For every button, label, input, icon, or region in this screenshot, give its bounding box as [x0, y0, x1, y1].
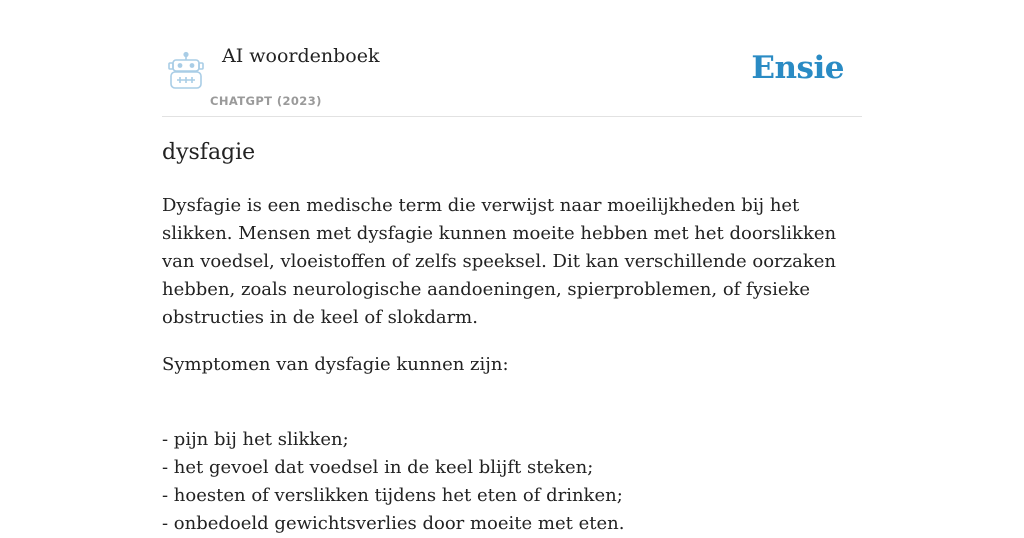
entry-definition	[162, 192, 862, 538]
source-name[interactable]: AI woordenboek	[222, 45, 380, 67]
spacer	[162, 398, 862, 426]
list-item: - pijn bij het slikken;	[162, 429, 349, 450]
source-header	[162, 0, 862, 117]
source-subtitle: CHATGPT (2023)	[210, 94, 322, 108]
entry-card	[162, 0, 862, 534]
list-item: - hoesten of verslikken tijdens het eten of drinken;	[162, 485, 623, 506]
robot-icon	[166, 52, 206, 90]
symptoms-intro: Symptomen van dysfagie kunnen zijn:	[162, 354, 509, 375]
list-item: - onbedoeld gewichtsverlies door moeite met eten.	[162, 513, 625, 534]
brand-logo[interactable]: Ensie	[751, 50, 844, 86]
entry-term: dysfagie	[162, 140, 256, 165]
definition-paragraph: Dysfagie is een medische term die verwijst naar moeilijkheden bij het slikken. Mensen met dysfagie kunnen moeite hebben met het doorslikken van voedsel, vloeistoffen of zelfs speeksel. Dit kan verschillende oorzaken hebben, zoals neurologische aandoeningen, spierproblemen, of fysieke obstructies in de keel of slokdarm.	[162, 195, 837, 328]
list-item: - het gevoel dat voedsel in de keel blijft steken;	[162, 457, 594, 478]
symptoms-list	[162, 426, 862, 538]
